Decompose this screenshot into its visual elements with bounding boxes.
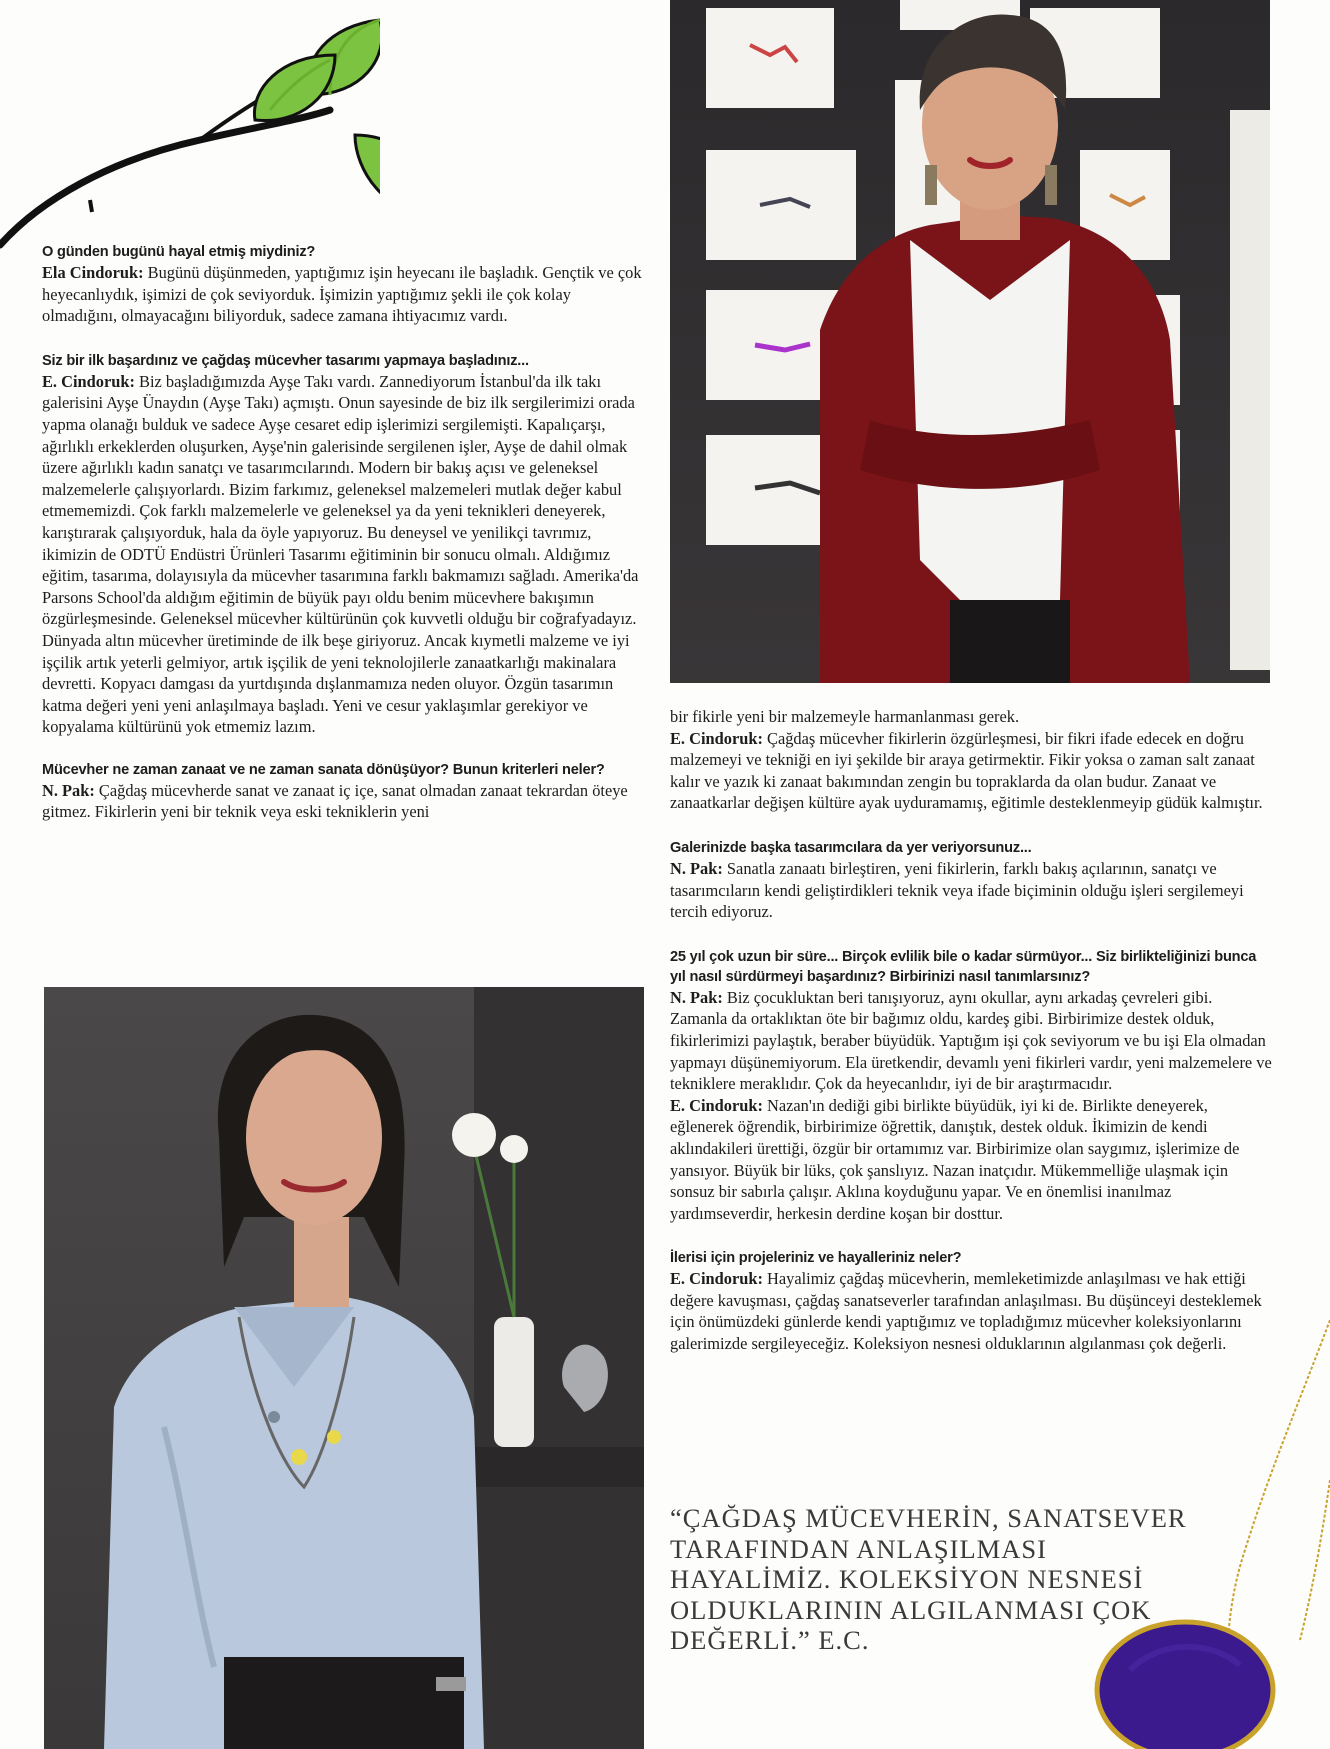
question-heading: Siz bir ilk başardınız ve çağdaş mücevher tasarımı yapmaya başladınız...: [42, 352, 529, 369]
speaker-name: E. Cindoruk:: [670, 1095, 763, 1115]
woman-red-jacket: [820, 14, 1190, 683]
answer-text: Biz başladığımızda Ayşe Takı vardı. Zannediyorum İstanbul'da ilk takı galerisini Ayşe Ünaydın (Ayşe Takı) açmıştı. Onun sayesinde de biz ilk sergilerimizi orada yapma olanağı bulduk ve sadece Ayşe cesaret edip işlerimizi sergilemişti. Kapalıçarşı, ağırlıklı erkeklerden oluşurken, Ayşe'nin galerisinde sergilenen işler, Ayşe de dahil olmak üzere ağırlıklı kadın sanatçı ve tasarımcılarındı. Modern bir bakış açısı ve geleneksel malzemelerle çalışıyorlardı. Bizim farkımız, geleneksel malzemeleri mutlak değer kabul etmememizdi. Çok farklı malzemelerle ve geleneksel ya da yeni teknikleri deneyerek, karıştırarak çalışıyorduk, hala da öyle yapıyoruz. Bu deneysel ve yenilikçi tavrımız, ikimizin de ODTÜ Endüstri Ürünleri Tasarımı eğitiminin bir sonucu olmalı. Aldığımız eğitim, tasarıma, dolayısıyla da mücevher tasarımına farklı bakmamızı sağladı. Amerika'da Parsons School'da aldığım eğitimin de büyük payı oldu benim mücevhere bakışımın özgürleşmesinde. Geleneksel mücevher kültürünün çok kuvvetli olduğu bir coğrafyadayız. Dünyada altın mücevher üretiminde de ilk beşe giriyoruz. Ancak kıymetli malzeme ve iyi işçilik artık yeterli gelmiyor, artık işçilik de yeni teknolojilerle zanaatkarlığı makinalara devretti. Kopyacı damgası da yurtdışında dışlanmamıza neden oluyor. Özgün tasarımın katma değeri yeni yeni anlaşılmaya başladı. Yeni ve cesur yaklaşımlar gerekiyor ve kopyalama kültürünü yok etmemiz lazım.: [42, 371, 639, 737]
answer-paragraph: [42, 780, 650, 823]
answer-text: Bugünü düşünmeden, yaptığımız işin heyecanı ile başladık. Gençtik ve çok heyecanlıydık, işimizi de çok seviyorduk. İşimizin yaptığımız şekli ile çok kolay olmadığını, olmayacağını biliyorduk, sadece zamana ihtiyacımız vardı.: [42, 263, 642, 326]
portrait-photo-bottom: [44, 987, 644, 1749]
leaf-branch-illustration: [0, 0, 380, 250]
leaf-bottom: [355, 135, 380, 215]
answer-paragraph: [670, 1095, 1273, 1225]
answer-text: Hayalimiz çağdaş mücevherin, memleketimizde anlaşılması ve hak ettiği değere kavuşması, çağdaş sanatseverler tarafından anlaşılması. Bu düşünceyi desteklemek için önümüzdeki günlerde kendi yaptığımız ve topladığımız mücevher koleksiyonlarını galerimizde sergileyeceğiz. Koleksiyon nesnesi olduklarının algılanması çok değerli.: [670, 1269, 1262, 1354]
answer-text: Sanatla zanaatı birleştiren, yeni fikirlerin, farklı bakış açılarının, sanatçı ve tasarımcıların kendi geliştirdikleri teknik veya ifade biçiminin olduğu işleri sergilemeyi tercih ediyoruz.: [670, 858, 1244, 922]
question-heading: O günden bugünü hayal etmiş miydiniz?: [42, 244, 316, 260]
question-heading: İlerisi için projeleriniz ve hayalleriniz neler?: [670, 1250, 962, 1267]
answer-paragraph: [42, 371, 650, 738]
question-heading: Mücevher ne zaman zanaat ve ne zaman sanata dönüşüyor? Bunun kriterleri neler?: [42, 761, 605, 778]
speaker-name: E. Cindoruk:: [670, 1269, 763, 1289]
portrait-photo-top: [670, 0, 1270, 683]
speaker-name: Ela Cindoruk:: [42, 263, 144, 282]
speaker-name: E. Cindoruk:: [670, 728, 763, 748]
answer-paragraph: [670, 728, 1273, 814]
pull-quote: “ÇAĞDAŞ MÜCEVHERİN, SANATSEVER TARAFINDAN ANLAŞILMASI HAYALİMİZ. KOLEKSİYON NESNESİ OLDUKLARININ ALGILANMASI ÇOK DEĞERLİ.” E.C.: [670, 1503, 1187, 1655]
answer-text: Biz çocukluktan beri tanışıyoruz, aynı okullar, aynı arkadaş çevreleri gibi. Zamanla da ortaklıktan öte bir bağımız oldu, kardeş gibi. Birbirimize destek olduk, fikirlerimizi paylaştık, beraber büyüdük. Yaptığım işi çok seviyorum ve bu işi Ela olmadan yapmayı düşünemiyorum. Ela üretkendir, devamlı yeni fikirleri vardır, yeni malzemelere ve tekniklere meraklıdır. Çok da heyecanlıdır, iyi de bir araştırmacıdır.: [670, 987, 1272, 1094]
woman-blue-shirt: [104, 1015, 484, 1749]
question-heading: Galerinizde başka tasarımcılara da yer veriyorsunuz...: [670, 839, 1032, 856]
answer-text: Nazan'ın dediği gibi birlikte büyüdük, iyi ki de. Birlikte deneyerek, eğlenerek öğrendik, birbirimize öğrettik, danıştık, destek olduk. İkimizin de kendi aklındakileri ürettiği, özgür bir ortamımız var. Birbirimize olan saygımız, işlerimize de yansıyor. Büyük bir lüks, çok şanslıyız. Nazan inatçıdır. Mükemmelliğe ulaşmak için sonsuz bir sabırla çalışır. Aklına koyduğunu yapar. Ve en önemlisi inanılmaz yardımseverdir, herkesin derdine koşan bir dosttur.: [670, 1095, 1240, 1223]
answer-text: Çağdaş mücevher fikirlerin özgürleşmesi, bir fikri ifade edecek en doğru malzemeyi ve tekniği en iyi şekilde bir araya getirmektir. Fikir yoksa o zaman salt zanaat kalır ve yazık ki zanaat bakımından zengin bu topraklarda da olan budur. Zanaat ve zanaatkarlar değişen kültüre ayak uyduramamış, eğitimle desteklenmeyip güdük kalmıştır.: [670, 728, 1263, 813]
answer-text: Çağdaş mücevherde sanat ve zanaat iç içe, sanat olmadan zanaat tekrardan öteye gitmez. Fikirlerin yeni bir teknik veya eski tekniklerin yeni: [42, 780, 628, 822]
speaker-name: N. Pak:: [670, 987, 723, 1007]
speaker-name: E. Cindoruk:: [42, 371, 135, 391]
speaker-name: N. Pak:: [670, 858, 723, 878]
answer-paragraph: [670, 858, 1273, 923]
question-heading: 25 yıl çok uzun bir süre... Birçok evlilik bile o kadar sürmüyor... Siz birlikteliğinizi bunca yıl nasıl sürdürmeyi başardınız? Birbirinizi nasıl tanımlarsınız?: [670, 948, 1257, 985]
answer-paragraph: [670, 987, 1273, 1095]
answer-continuation: bir fikirle yeni bir malzemeyle harmanlanması gerek.: [670, 707, 1020, 726]
answer-paragraph: [42, 262, 650, 327]
speaker-name: N. Pak:: [42, 780, 95, 800]
